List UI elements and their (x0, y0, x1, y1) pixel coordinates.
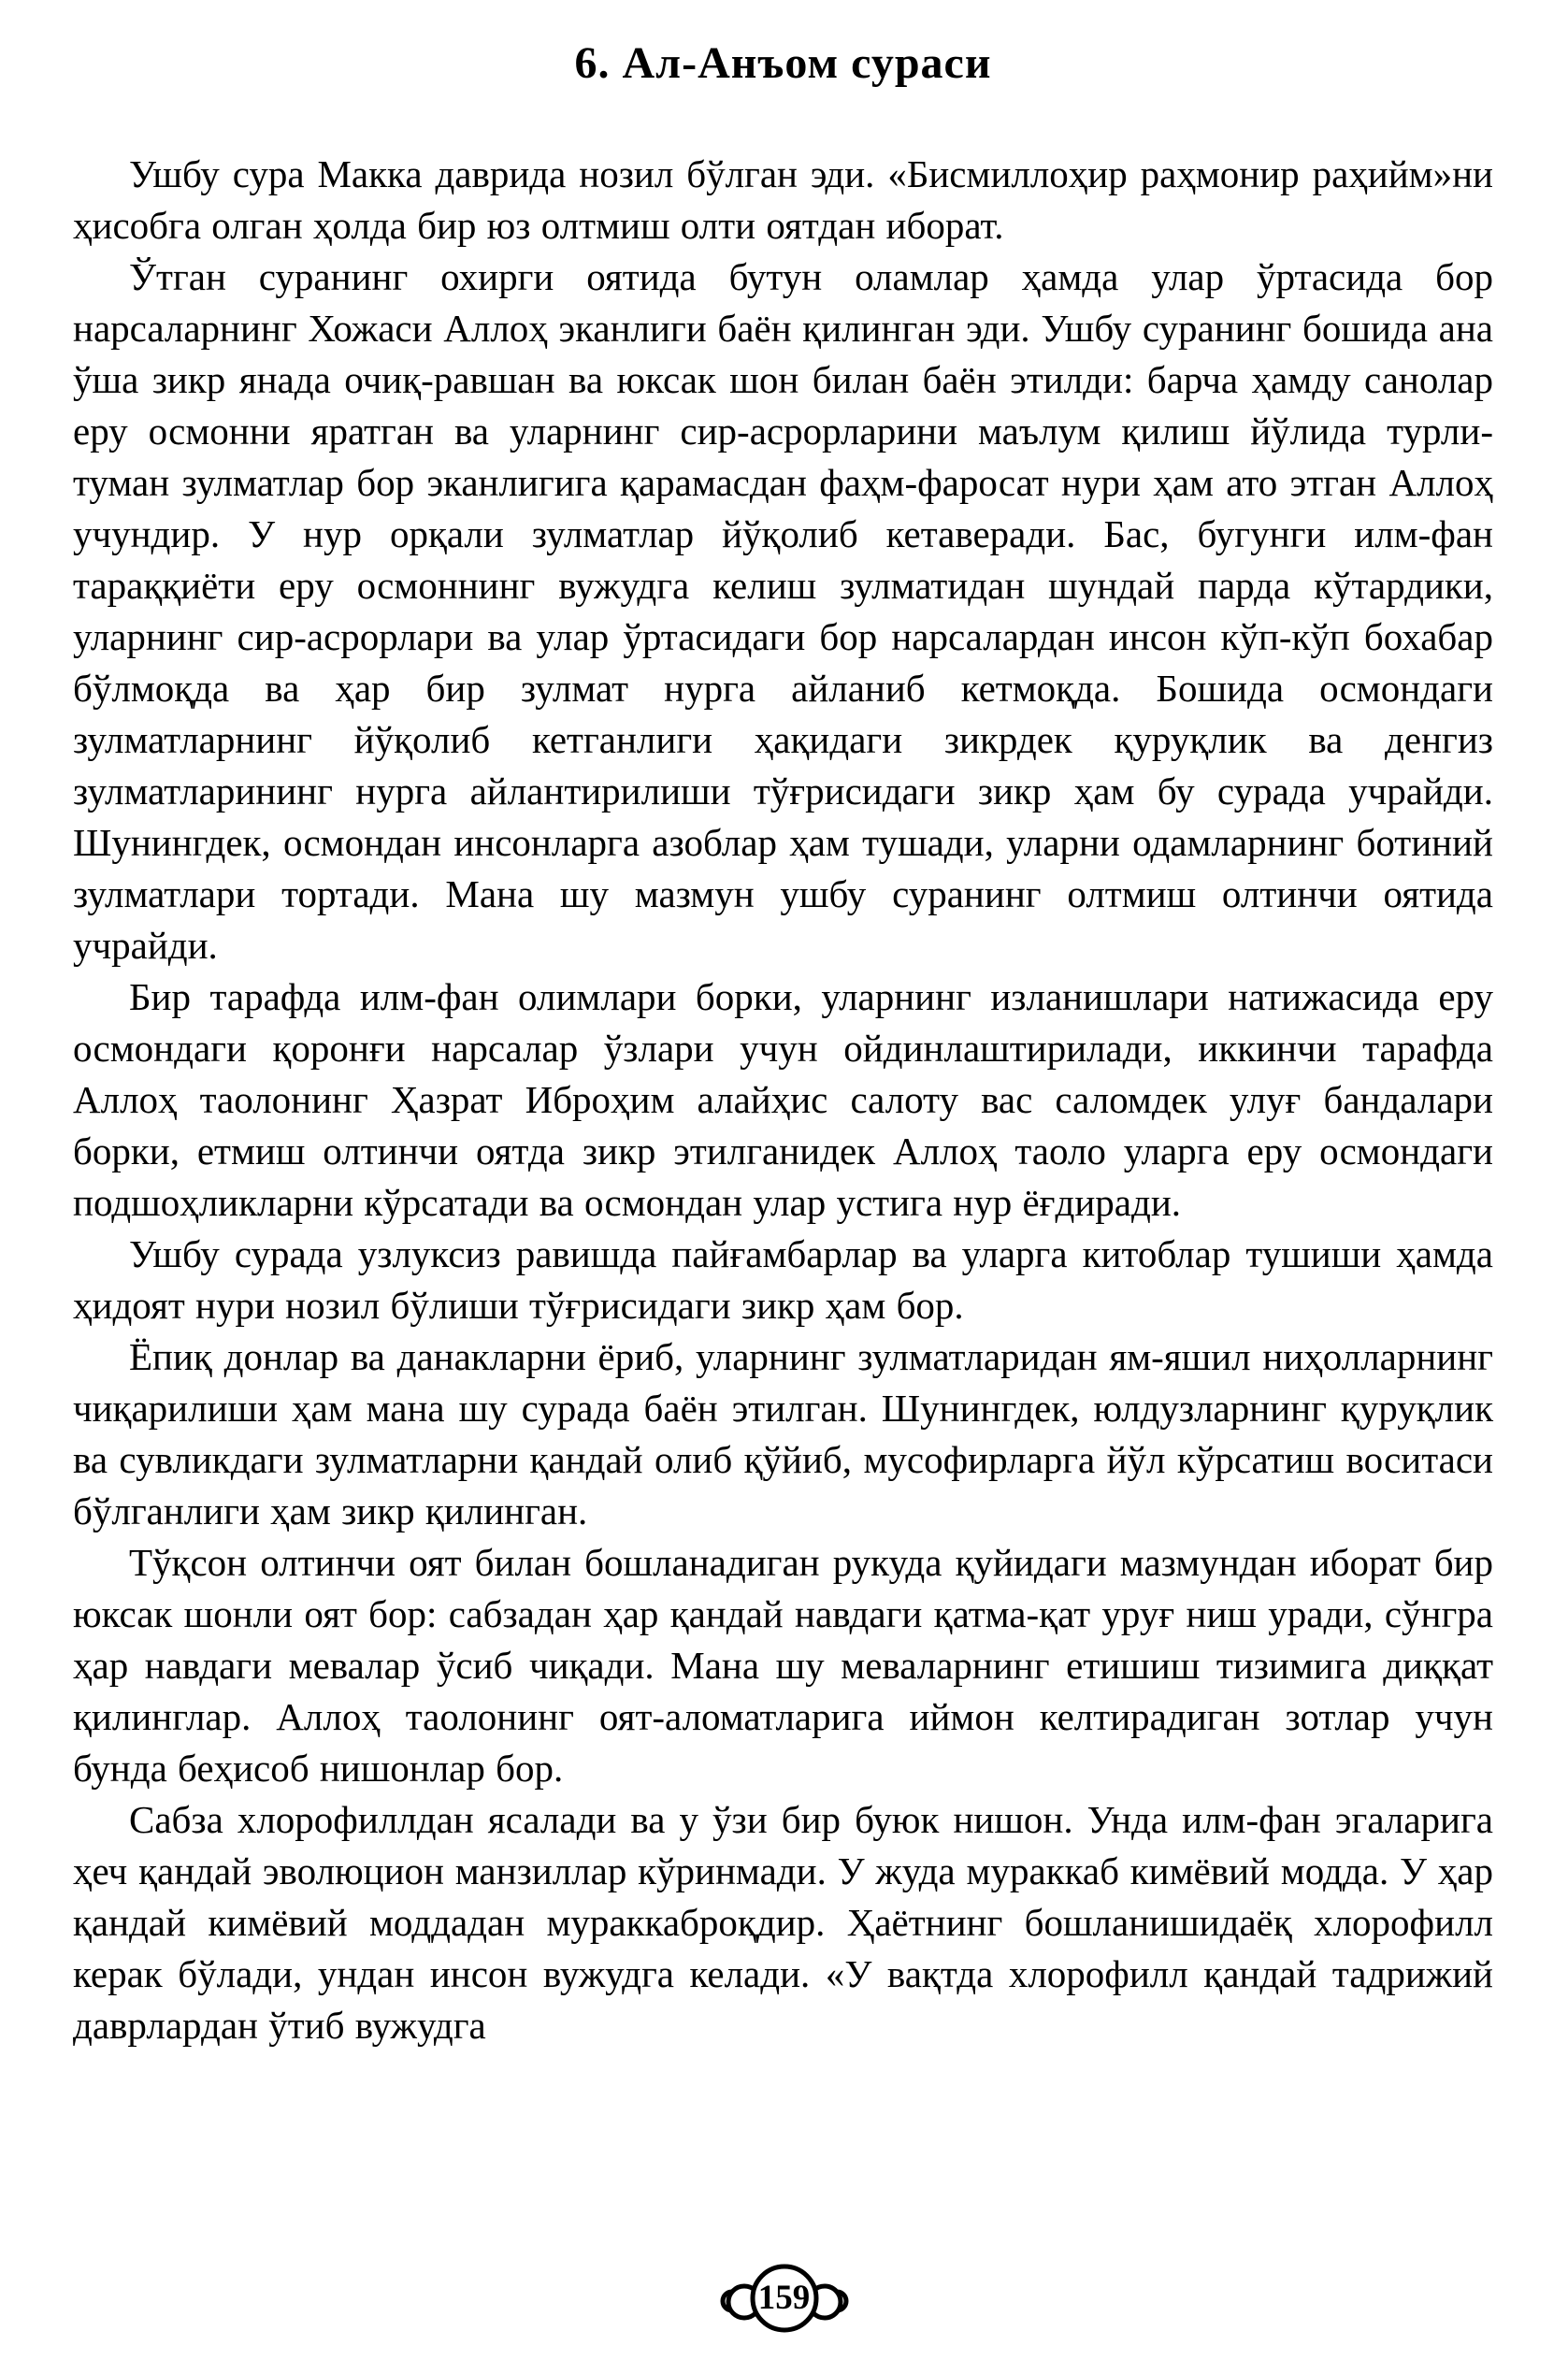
page-title: 6. Ал-Анъом сураси (574, 38, 992, 88)
paragraph: Бир тарафда илм-фан олимлари борки, уларнинг изланишлари натижасида еру осмондаги қоронғи нарсалар ўзлари учун ойдинлаштирилади, иккинчи тарафда Аллоҳ таолонинг Ҳазрат Иброҳим алайҳис салоту вас саломдек улуғ бандалари борки, етмиш олтинчи оятда зикр этилганидек Аллоҳ таоло уларга еру осмондаги подшоҳликларни кўрсатади ва осмондан улар устига нур ёғдиради. (73, 975, 1493, 1224)
page-number-ornament (716, 2262, 853, 2335)
paragraph: Ёпиқ донлар ва данакларни ёриб, уларнинг зулматларидан ям-яшил ниҳолларнинг чиқарилиши ҳам мана шу сурада баён этилган. Шунингдек, юлдузларнинг қуруқлик ва сувликдаги зулматларни қандай олиб қўйиб, мусофирларга йўл кўрсатиш воситаси бўлганлиги ҳам зикр қилинган. (73, 1335, 1493, 1532)
paragraph: Ўтган суранинг охирги оятида бутун оламлар ҳамда улар ўртасида бор нарсаларнинг Хожаси Аллоҳ эканлиги баён қилинган эди. Ушбу суранинг бошида ана ўша зикр янада очиқ-равшан ва юксак шон билан баён этилди: барча ҳамду санолар еру осмонни яратган ва уларнинг сир-асрорларини маълум қилиш йўлида турли-туман зулматлар бор эканлигига қарамасдан фаҳм-фаросат нури ҳам ато этган Аллоҳ учундир. У нур орқали зулматлар йўқолиб кетаверади. Бас, бугунги илм-фан тараққиёти еру осмоннинг вужудга келиш зулматидан шундай парда кўтардики, уларнинг сир-асрорлари ва улар ўртасидаги бор нарсалардан инсон кўп-кўп бохабар бўлмоқда ва ҳар бир зулмат нурга айланиб кетмоқда. Бошида осмондаги зулматларнинг йўқолиб кетганлиги ҳақидаги зикрдек қуруқлик ва денгиз зулматларининг нурга айлантирилиши тўғрисидаги зикр ҳам бу сурада учрайди. Шунингдек, осмондан инсонларга азоблар ҳам тушади, уларни одамларнинг ботиний зулматлари тортади. Мана шу мазмун ушбу суранинг олтмиш олтинчи оятида учрайди. (73, 255, 1493, 967)
page-number: 159 (757, 2278, 811, 2317)
paragraph: Сабза хлорофиллдан ясалади ва у ўзи бир буюк нишон. Унда илм-фан эгаларига ҳеч қандай эволюцион манзиллар кўринмади. У жуда мураккаб кимёвий модда. У ҳар қандай кимёвий моддадан мураккаброқдир. Ҳаётнинг бошланишидаёқ хлорофилл керак бўлади, ундан инсон вужудга келади. «У вақтда хлорофилл қандай тадрижий даврлардан ўтиб вужудга (73, 1798, 1493, 2047)
paragraph: Тўқсон олтинчи оят билан бошланадиган рукуда қуйидаги мазмундан иборат бир юксак шонли оят бор: сабзадан ҳар қандай навдаги қатма-қат уруғ ниш уради, сўнгра ҳар навдаги мевалар ўсиб чиқади. Мана шу меваларнинг етишиш тизимига диққат қилинглар. Аллоҳ таолонинг оят-аломатларига иймон келтирадиган зотлар учун бунда беҳисоб нишонлар бор. (73, 1541, 1493, 1790)
page-footer (0, 2262, 1568, 2335)
paragraph: Ушбу сурада узлуксиз равишда пайғамбарлар ва уларга китоблар тушиши ҳамда ҳидоят нури нозил бўлиши тўғрисидаги зикр ҳам бор. (73, 1232, 1493, 1327)
body-text (73, 149, 1493, 2051)
paragraph: Ушбу сура Макка даврида нозил бўлган эди. «Бисмиллоҳир раҳмонир раҳийм»ни ҳисобга олган ҳолда бир юз олтмиш олти оятдан иборат. (73, 152, 1493, 247)
